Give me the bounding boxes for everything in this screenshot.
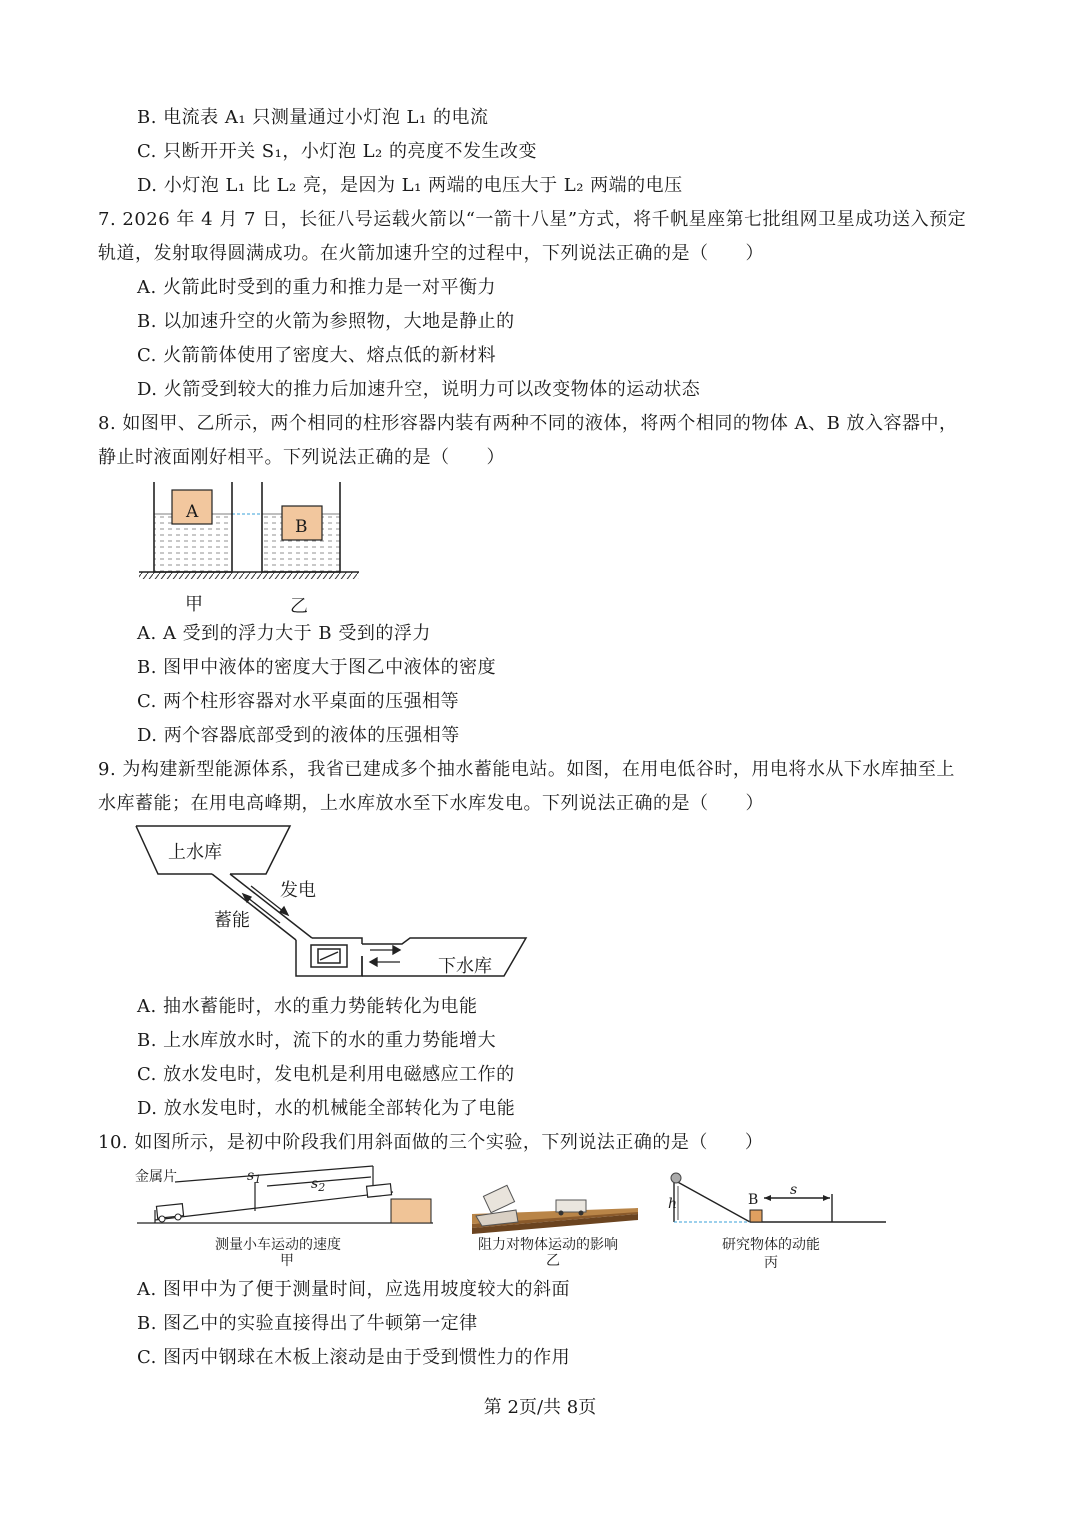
q8-stem-line1: 8. 如图甲、乙所示，两个相同的柱形容器内装有两种不同的液体，将两个相同的物体 A、B 放入容器中， <box>98 413 958 434</box>
q7-option-a: A. 火箭此时受到的重力和推力是一对平衡力 <box>137 277 496 298</box>
q7-stem-line2: 轨道，发射取得圆满成功。在火箭加速升空的过程中，下列说法正确的是（ ） <box>98 243 764 264</box>
fig-bing-caption: 研究物体的动能 <box>722 1237 820 1253</box>
lower-reservoir-label: 下水库 <box>438 956 492 977</box>
q6-option-d: D. 小灯泡 L₁ 比 L₂ 亮，是因为 L₁ 两端的电压大于 L₂ 两端的电压 <box>137 175 683 196</box>
q10-option-b: B. 图乙中的实验直接得出了牛顿第一定律 <box>137 1313 478 1334</box>
q6-option-b: B. 电流表 A₁ 只测量通过小灯泡 L₁ 的电流 <box>137 107 489 128</box>
q8-containers-diagram <box>135 478 365 618</box>
q7-stem-line1: 7. 2026 年 4 月 7 日，长征八号运载火箭以“一箭十八星”方式，将千帆星座第七批组网卫星成功送入预定 <box>98 209 967 230</box>
figure-jia-caption: 甲 <box>185 594 203 615</box>
metal-plate-label: 金属片 <box>135 1169 177 1185</box>
kinetic-energy-diagram <box>664 1172 889 1232</box>
q8-option-b: B. 图甲中液体的密度大于图乙中液体的密度 <box>137 657 497 678</box>
q6-option-c: C. 只断开开关 S₁，小灯泡 L₂ 的亮度不发生改变 <box>137 141 537 162</box>
q10-option-a: A. 图甲中为了便于测量时间，应选用坡度较大的斜面 <box>137 1279 570 1300</box>
friction-experiment-photo <box>468 1180 648 1240</box>
s1-label: $s_1$ <box>247 1168 262 1186</box>
q10-stem: 10. 如图所示，是初中阶段我们用斜面做的三个实验，下列说法正确的是（ ） <box>98 1132 764 1153</box>
q9-figure <box>130 822 540 992</box>
upper-reservoir-label: 上水库 <box>168 842 222 863</box>
q10-figure-bing <box>664 1172 889 1272</box>
fig-bing-label: 丙 <box>764 1255 778 1271</box>
q9-option-c: C. 放水发电时，发电机是利用电磁感应工作的 <box>137 1064 515 1085</box>
q8-option-d: D. 两个容器底部受到的液体的压强相等 <box>137 725 460 746</box>
q8-option-a: A. A 受到的浮力大于 B 受到的浮力 <box>137 623 431 644</box>
generate-label: 发电 <box>280 880 316 901</box>
q10-option-c: C. 图丙中钢球在木板上滚动是由于受到惯性力的作用 <box>137 1347 571 1368</box>
figure-yi-caption: 乙 <box>290 596 308 617</box>
q7-option-b: B. 以加速升空的火箭为参照物，大地是静止的 <box>137 311 515 332</box>
block-a-label: A <box>186 502 199 522</box>
q10-figure-yi <box>468 1180 648 1272</box>
q9-option-d: D. 放水发电时，水的机械能全部转化为了电能 <box>137 1098 516 1119</box>
q8-option-c: C. 两个柱形容器对水平桌面的压强相等 <box>137 691 460 712</box>
q9-option-a: A. 抽水蓄能时，水的重力势能转化为电能 <box>137 996 478 1017</box>
q7-option-d: D. 火箭受到较大的推力后加速升空，说明力可以改变物体的运动状态 <box>137 379 701 400</box>
q9-option-b: B. 上水库放水时，流下的水的重力势能增大 <box>137 1030 497 1051</box>
q8-stem-line2: 静止时液面刚好相平。下列说法正确的是（ ） <box>98 447 505 468</box>
q8-figure <box>135 478 365 618</box>
distance-s-label: s <box>790 1182 798 1198</box>
fig-yi-caption: 阻力对物体运动的影响 <box>478 1237 618 1253</box>
q7-option-c: C. 火箭箭体使用了密度大、熔点低的新材料 <box>137 345 497 366</box>
q10-figure-jia <box>135 1162 445 1272</box>
height-h-label: h <box>668 1196 678 1212</box>
fig-jia-label: 甲 <box>280 1253 294 1269</box>
block-b-label-bing: B <box>748 1192 759 1208</box>
block-b-label: B <box>295 517 308 537</box>
s2-label: $s_2$ <box>311 1176 326 1194</box>
store-label: 蓄能 <box>214 910 250 931</box>
q9-stem-line2: 水库蓄能；在用电高峰期，上水库放水至下水库发电。下列说法正确的是（ ） <box>98 793 764 814</box>
fig-yi-label: 乙 <box>546 1253 560 1269</box>
fig-jia-caption: 测量小车运动的速度 <box>215 1237 341 1253</box>
q9-stem-line1: 9. 为构建新型能源体系，我省已建成多个抽水蓄能电站。如图，在用电低谷时，用电将水从下水库抽至上 <box>98 759 955 780</box>
page-footer: 第 2页/共 8页 <box>483 1397 597 1418</box>
